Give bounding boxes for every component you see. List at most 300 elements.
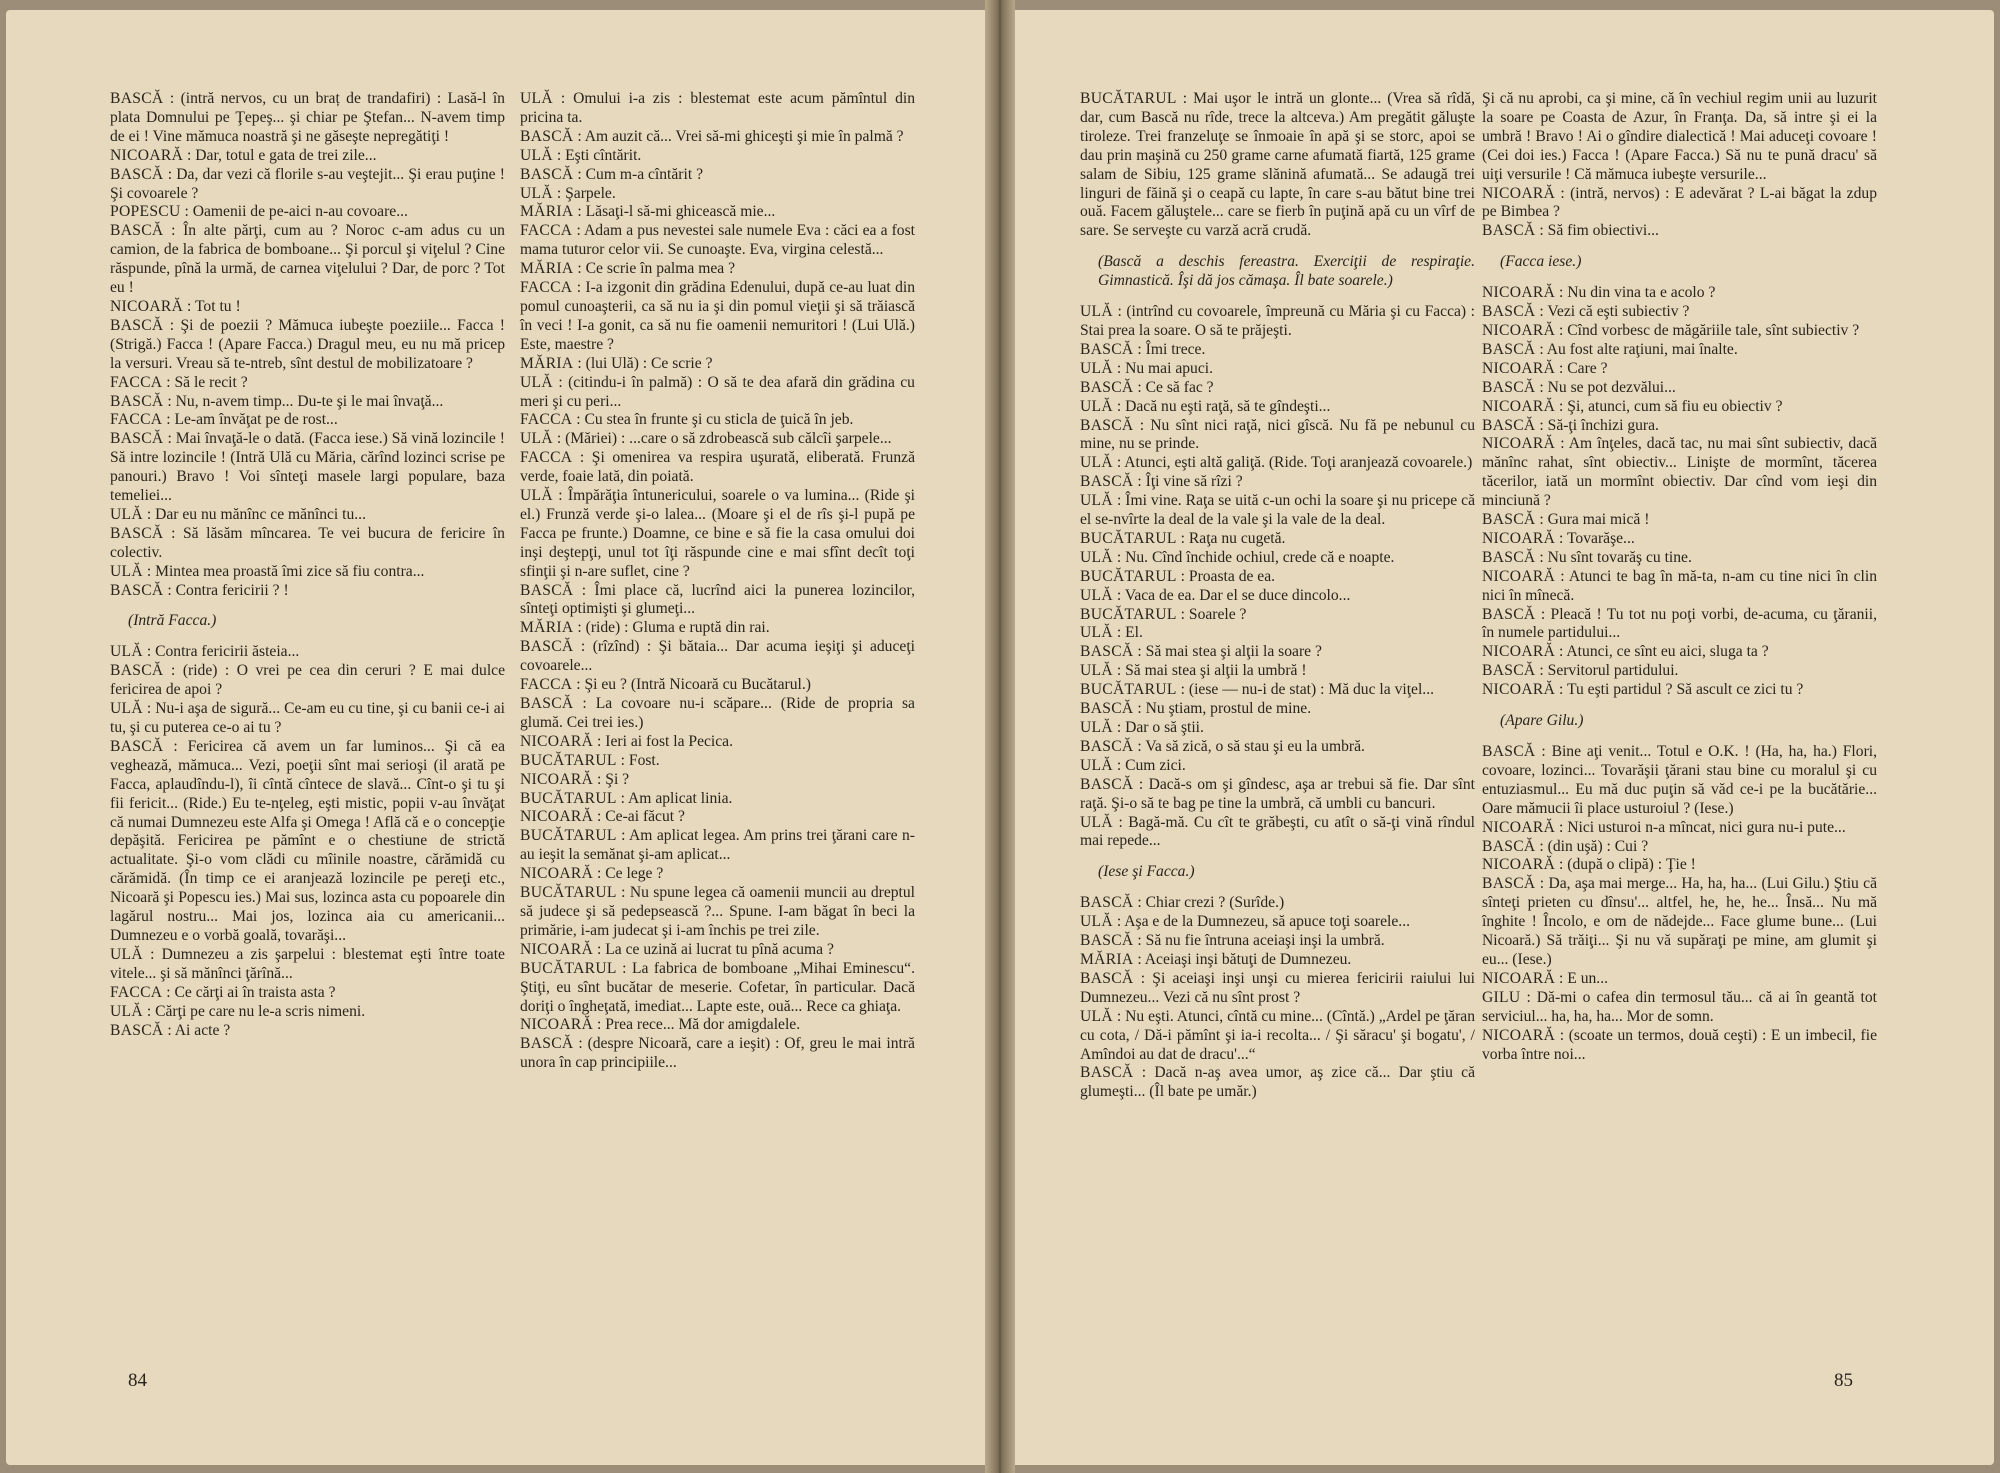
speaker-name: BUCĂTARUL (520, 959, 617, 977)
line-text: Îţi vine să rîzi ? (1145, 473, 1243, 491)
line-text: Dar eu nu mănînc ce mănînci tu... (155, 505, 366, 523)
dialogue-line: BUCĂTARUL : Am aplicat legea. Am prins trei ţărani care n-au ieşit la semănat şi-am aplicat... (520, 827, 915, 864)
speaker-name: NICOARĂ (1482, 969, 1556, 987)
line-text: Da, aşa mai merge... Ha, ha, ha... (Lui Gilu.) Ştiu că sînteţi prieten cu dînsu'... altfel, he, he, he... Însă... Nu mă înghite ! Încolo, e om de nădejde... Face glume bune... (Lui Nicoară.) Să trăiţi... Şi nu vă supăraţi pe mine, am glumit şi eu... (Iese.) (1482, 875, 1877, 968)
speaker-name: BASCĂ (520, 1035, 574, 1053)
dialogue-line: BASCĂ : La covoare nu-i scăpare... (Ride de propria sa glumă. Cei trei ies.) (520, 695, 915, 731)
line-text: Îmi place că, lucrînd aici la punerea lozincilor, sînteţi optimişti şi glumeţi... (520, 581, 915, 618)
line-text: Nu ştiam, prostul de mine. (1145, 700, 1312, 718)
line-text: Să lăsăm mîncarea. Te vei bucura de fericire în colectiv. (110, 524, 505, 561)
dialogue-line: BASCĂ : Contra fericirii ? ! (110, 581, 289, 599)
dialogue-line: ULĂ : (Măriei) : ...care o să zdrobească sub călcîi şarpele... (520, 430, 892, 448)
dialogue-line: BASCĂ : Au fost alte raţiuni, mai înalte. (1482, 340, 1738, 358)
line-text: Adam a pus nevestei sale numele Eva : căci ea a fost mama tuturor celor vii. Se cunoaşte. Eva, virgina celestă... (520, 222, 915, 259)
dialogue-line: ULĂ : Dumnezeu a zis şarpelui : blestemat eşti între toate vitele... şi să mănînci ţărînă... (110, 945, 505, 982)
speaker-name: BUCĂTARUL (1080, 529, 1177, 547)
dialogue-line: BASCĂ : Îmi trece. (1080, 340, 1206, 358)
speaker-name: GILU (1482, 988, 1521, 1006)
line-text: (Iese şi Facca.) (1098, 863, 1195, 881)
speaker-name: BASCĂ (1080, 643, 1134, 661)
line-text: Dacă-s om şi gîndesc, aşa ar trebui să fie. Dar sînt raţă. Şi-o să te bag pe tine la umbră, că umbli cu bancuri. (1080, 775, 1475, 812)
speaker-name: BASCĂ (110, 222, 164, 240)
speaker-name: BASCĂ (1080, 416, 1134, 434)
speaker-name: ULĂ (1080, 548, 1113, 566)
speaker-name: BASCĂ (1080, 932, 1134, 950)
speaker-name: BASCĂ (110, 90, 164, 107)
speaker-name: ULĂ (520, 487, 553, 505)
dialogue-line: ULĂ : Şarpele. (520, 184, 616, 202)
speaker-name: NICOARĂ (1482, 643, 1556, 661)
speaker-name: BASCĂ (1482, 511, 1536, 529)
line-text: Să le recit ? (174, 373, 248, 391)
line-text: Fost. (628, 751, 660, 769)
dialogue-line: ULĂ : Cum zici. (1080, 756, 1186, 774)
line-text: (Intră Facca.) (128, 612, 217, 630)
speaker-name: ULĂ (520, 90, 553, 107)
dialogue-line: ULĂ : Nu eşti. Atunci, cîntă cu mine... (Cîntă.) „Ardel pe ţăran cu cota, / Dă-i pămînt şi ia-i recolta... / Şi săracu' şi bogatu', / Amîndoi au dat de dracu'...“ (1080, 1007, 1475, 1063)
dialogue-line: BASCĂ : Nu, n-avem timp... Du-te şi le mai învaţă... (110, 392, 444, 410)
line-text: Oamenii de pe-aici n-au covoare... (192, 203, 408, 221)
dialogue-line: FACCA : Şi omenirea va respira uşurată, eliberată. Frunză verde, foaie lată, din poiată. (520, 449, 915, 486)
line-text: Pleacă ! Tu tot nu poţi vorbi, de-acuma, cu ţăranii, în numele partidului... (1482, 605, 1877, 642)
speaker-name: BUCĂTARUL (520, 751, 617, 769)
line-text: Şi, atunci, cum să fiu eu obiectiv ? (1567, 397, 1783, 415)
speaker-name: BASCĂ (110, 165, 164, 183)
page-right (1004, 10, 1994, 1465)
line-text: La covoare nu-i scăpare... (Ride de propria sa glumă. Cei trei ies.) (520, 695, 915, 731)
speaker-name: BUCĂTARUL (1080, 681, 1177, 699)
dialogue-line: ULĂ : Nu-i aşa de sigură... Ce-am eu cu tine, şi cu banii ce-i ai tu, şi cu puterea ce-o ai tu ? (110, 700, 505, 736)
speaker-name: BUCĂTARUL (1080, 90, 1177, 107)
dialogue-line: BUCĂTARUL : La fabrica de bomboane „Mihai Eminescu“. Ştiţi, eu sînt bucătar de meserie. Cofetar, în particular. Dacă doriţi o îngheţată, imediat... Lapte este, ouă... Rece ca ghiaţa. (520, 959, 915, 1015)
dialogue-line: NICOARĂ : Atunci te bag în mă-ta, n-am cu tine nici în clin nici în mînecă. (1482, 567, 1877, 604)
speaker-name: BASCĂ (110, 581, 164, 599)
line-text: (citindu-i în palmă) : O să te dea afară din grădina cu meri şi cu peri... (520, 373, 915, 410)
dialogue-line: BASCĂ : Da, aşa mai merge... Ha, ha, ha... (Lui Gilu.) Ştiu că sînteţi prieten cu dînsu'... altfel, he, he, he... Însă... Nu mă înghite ! Încolo, e om de nădejde... Face glume bune... (Lui Nicoară.) Să trăiţi... Şi nu vă supăraţi pe mine, am glumit şi eu... (Iese.) (1482, 875, 1877, 968)
dialogue-line: BASCĂ : Dacă-s om şi gîndesc, aşa ar trebui să fie. Dar sînt raţă. Şi-o să te bag pe tine la umbră, că umbli cu bancuri. (1080, 775, 1475, 812)
dialogue-line: NICOARĂ : Am înţeles, dacă tac, nu mai sînt subiectiv, dacă mănînc rahat, sînt obiectiv... Linişte de mormînt, tăcerea tăcerilor, iată un mormînt obiectiv. Dar cînd vom ieşi din minciună ? (1482, 435, 1877, 510)
dialogue-line: BASCĂ : Şi aceiaşi inşi unşi cu mierea fericirii raiului lui Dumnezeu... Vezi că nu sînt prost ? (1080, 969, 1475, 1006)
line-text: Ai acte ? (174, 1021, 231, 1039)
dialogue-line: BASCĂ : Bine aţi venit... Totul e O.K. ! (Ha, ha, ha.) Flori, covoare, lozinci... Tovarăşii ţărani stau bine cu moralul şi cu entuziasmul... Eu mă duc puţin să văd ce-i pe la bucătărie... Oare mămucii îi place usturoiul ? (Iese.) (1482, 743, 1877, 817)
stage-direction (1500, 253, 1877, 272)
dialogue-line: NICOARĂ : Atunci, ce sînt eu aici, sluga ta ? (1482, 643, 1769, 661)
dialogue-line: BASCĂ : Ce să fac ? (1080, 378, 1214, 396)
line-text: Mai învaţă-le o dată. (Facca iese.) Să vină lozincile ! Să intre lozincile ! (Intră Ulă cu Măria, cărînd lozinci scrise pe panouri.) Bravo ! Voi sînteţi masele largi populare, baza temeliei... (110, 430, 505, 505)
speaker-name: BASCĂ (1482, 378, 1536, 396)
speaker-name: BASCĂ (1482, 416, 1536, 434)
dialogue-line: NICOARĂ : Ce-ai făcut ? (520, 808, 685, 826)
line-text: Tu eşti partidul ? Să ascult ce zici tu ? (1567, 681, 1804, 699)
speaker-name: BASCĂ (110, 662, 164, 680)
speaker-name: BASCĂ (1482, 875, 1536, 893)
dialogue-line: BASCĂ : Va să zică, o să stau şi eu la umbră. (1080, 737, 1365, 755)
line-text: Prea rece... Mă dor amigdalele. (605, 1016, 801, 1034)
speaker-name: MĂRIA (520, 354, 574, 372)
book-gutter (985, 0, 1015, 1473)
speaker-name: BASCĂ (520, 127, 574, 145)
dialogue-line: NICOARĂ : (intră, nervos) : E adevărat ? L-ai băgat la zdup pe Bimbea ? (1482, 184, 1877, 221)
speaker-name: BASCĂ (1482, 222, 1536, 240)
line-text: Atunci, ce sînt eu aici, sluga ta ? (1566, 643, 1769, 661)
speaker-name: NICOARĂ (1482, 1026, 1556, 1044)
line-text: Ce cărţi ai în traista asta ? (174, 983, 336, 1001)
dialogue-line: ULĂ : Vaca de ea. Dar el se duce dincolo... (1080, 586, 1351, 604)
dialogue-line: BUCĂTARUL : Mai uşor le intră un glonte... (Vrea să rîdă, dar, cum Bască nu rîde, trece la altceva.) Am pregătit găluşte tiroleze. Trei franzeluţe se înmoaie în apă şi se storc, apoi se dau prin maşină cu 250 grame carne afumată fiartă, 125 grame salam de Sibiu, 125 grame slănină afumată... Se adaugă trei linguri de făină şi o ceapă cu lapte, în care s-au bătut bine trei ouă. Facem găluştele... care se fierb în puţină apă cu un vîrf de sare. Se serveşte cu varză acră crudă. (1080, 90, 1475, 240)
dialogue-line: BASCĂ : Îmi place că, lucrînd aici la punerea lozincilor, sînteţi optimişti şi glumeţi... (520, 581, 915, 618)
dialogue-line: BASCĂ : Să-ţi închizi gura. (1482, 416, 1659, 434)
line-text: Să mai stea şi alţii la soare ? (1145, 643, 1322, 661)
speaker-name: NICOARĂ (1482, 435, 1556, 453)
speaker-name: NICOARĂ (1482, 529, 1556, 547)
dialogue-line: BASCĂ : Gura mai mică ! (1482, 511, 1650, 529)
dialogue-line: ULĂ : El. (1080, 624, 1143, 642)
dialogue-line: ULĂ : Omului i-a zis : blestemat este acum pămîntul din pricina ta. (520, 90, 915, 126)
dialogue-line: BASCĂ : Să mai stea şi alţii la soare ? (1080, 643, 1322, 661)
line-text: Le-am învăţat pe de rost... (174, 411, 338, 429)
line-text: Dar o să ştii. (1125, 719, 1204, 736)
speaker-name: BASCĂ (1482, 340, 1536, 358)
speaker-name: BUCĂTARUL (1080, 567, 1177, 585)
line-text: (iese — nu-i de stat) : Mă duc la viţel... (1188, 681, 1434, 699)
speaker-name: NICOARĂ (520, 1016, 594, 1034)
speaker-name: BASCĂ (110, 1021, 164, 1039)
line-text: Nu, n-avem timp... Du-te şi le mai învaţă... (175, 392, 444, 410)
line-text: Şi omenirea va respira uşurată, eliberată. Frunză verde, foaie lată, din poiată. (520, 449, 915, 486)
speaker-name: NICOARĂ (110, 146, 184, 164)
speaker-name: ULĂ (1080, 719, 1113, 736)
line-text: Nici usturoi n-a mîncat, nici gura nu-i pute... (1567, 818, 1846, 836)
speaker-name: BUCĂTARUL (520, 884, 617, 902)
dialogue-line: FACCA : Le-am învăţat pe de rost... (110, 411, 338, 429)
dialogue-line: MĂRIA : (ride) : Gluma e ruptă din rai. (520, 619, 770, 637)
line-text: Gura mai mică ! (1547, 511, 1650, 529)
dialogue-line: BASCĂ : Servitorul partidului. (1482, 662, 1679, 680)
line-text: (intră, nervos) : E adevărat ? L-ai băgat la zdup pe Bimbea ? (1482, 184, 1877, 221)
dialogue-line: MĂRIA : Aceiaşi inşi bătuţi de Dumnezeu. (1080, 950, 1352, 968)
line-text: (ride) : Gluma e ruptă din rai. (585, 619, 770, 637)
dialogue-line: BASCĂ : În alte părţi, cum au ? Noroc c-am adus cu un camion, de la fabrica de bomboane... Şi porcul şi viţelul ? Cine răspunde, pînă la urmă, de carnea viţelului ? Dar, de porc ? Tot eu ! (110, 222, 505, 297)
line-text: Şi eu ? (Intră Nicoară cu Bucătarul.) (584, 676, 811, 694)
dialogue-line: BASCĂ : Ai acte ? (110, 1021, 231, 1039)
line-text: Fericirea că avem un far luminos... Şi că ea veghează, mămuca... Vezi, poeţii sînt mai serioşi (il arată pe Facca, aplaudîndu-l), îi cîntă cîntece de slavă... Cînt-o şi tu şi fii fericit... (Ride.) Eu te-nţeleg, eşti mistic, popii v-au învăţat că numai Dumnezeu este Alfa şi Omega ! Află că e o concepţie depăşită. Fericirea pe pămînt e o chestiune de strictă actualitate. Şi-o vom clădi cu mîinile noastre, cărămidă cu cărămidă. (În timp ce ei aranjează lozincile pe pereţi etc., Nicoară şi Popescu ies.) Mai sus, lozinca asta cu popoarele din lagărul nostru... Mai jos, lozinca aia cu americanii... Dumnezeu e o vorbă goală, tovarăşi... (110, 737, 505, 944)
stage-direction (128, 612, 505, 631)
line-text: Dă-mi o cafea din termosul tău... că ai în geantă tot serviciul... ha, ha, ha... Mor de somn. (1482, 988, 1877, 1025)
line-text: Bine aţi venit... Totul e O.K. ! (Ha, ha, ha.) Flori, covoare, lozinci... Tovarăşii ţărani stau bine cu moralul şi cu entuziasmul... Eu mă duc puţin să văd ce-i pe la bucătărie... Oare mămucii îi place usturoiul ? (Iese.) (1482, 743, 1877, 817)
page-left (6, 10, 992, 1465)
line-text: Mintea mea proastă îmi zice să fiu contra... (155, 562, 425, 580)
speaker-name: BASCĂ (1080, 473, 1134, 491)
dialogue-line: ULĂ : Împărăţia întunericului, soarele o va lumina... (Ride şi el.) Frunză verde şi-o lalea... (Moare şi el de rîs şi-l pupă pe Facca pe frunte.) Doamne, ce bine e să fie la casa omului doi inşi deştepţi, unul tot îţi răspunde cine e mai sfînt decît toţi sfinţii şi n-are suflet, cine ? (520, 487, 915, 580)
dialogue-line: NICOARĂ : Care ? (1482, 359, 1608, 377)
dialogue-line: BASCĂ : Cum m-a cîntărit ? (520, 165, 703, 183)
speaker-name: ULĂ (110, 505, 143, 523)
dialogue-line: FACCA : Cu stea în frunte şi cu sticla de ţuică în jeb. (520, 411, 854, 429)
dialogue-line: BASCĂ : Nu sînt tovarăş cu tine. (1482, 548, 1692, 566)
speaker-name: ULĂ (520, 430, 553, 448)
dialogue-line: ULĂ : (citindu-i în palmă) : O să te dea afară din grădina cu meri şi cu peri... (520, 373, 915, 410)
speaker-name: ULĂ (1080, 913, 1113, 931)
dialogue-line: BASCĂ : (despre Nicoară, care a ieşit) : Of, greu le mai intră unora în cap principiile... (520, 1035, 915, 1072)
dialogue-line: ULĂ : Mintea mea proastă îmi zice să fiu contra... (110, 562, 425, 580)
line-text: Va să zică, o să stau şi eu la umbră. (1145, 737, 1365, 755)
line-text: Să fim obiectivi... (1547, 222, 1659, 240)
speaker-name: ULĂ (1080, 1007, 1113, 1025)
line-text: Tovarăşe... (1567, 529, 1635, 547)
line-text: Da, dar vezi că florile s-au veştejit... Şi erau puţine ! Şi covoarele ? (110, 165, 505, 202)
dialogue-line: ULĂ : Contra fericirii ăsteia... (110, 643, 300, 661)
column-left-1 (110, 90, 505, 1040)
speaker-name: BUCĂTARUL (1080, 605, 1177, 623)
dialogue-line: ULĂ : Dacă nu eşti raţă, să te gîndeşti... (1080, 397, 1331, 415)
dialogue-line: ULĂ : Nu. Cînd închide ochiul, crede că e noapte. (1080, 548, 1395, 566)
speaker-name: BASCĂ (1482, 662, 1536, 680)
speaker-name: FACCA (110, 411, 163, 429)
line-text: Cum zici. (1125, 756, 1186, 774)
dialogue-line: NICOARĂ : Prea rece... Mă dor amigdalele. (520, 1016, 801, 1034)
dialogue-line: NICOARĂ : Nu din vina ta e acolo ? (1482, 284, 1716, 302)
dialogue-line: BASCĂ : Pleacă ! Tu tot nu poţi vorbi, de-acuma, cu ţăranii, în numele partidului... (1482, 605, 1877, 642)
line-text: Ieri ai fost la Pecica. (605, 732, 734, 750)
line-text: Mai uşor le intră un glonte... (Vrea să rîdă, dar, cum Bască nu rîde, trece la altceva.) Am pregătit găluşte tiroleze. Trei franzeluţe se înmoaie în apă şi se storc, apoi se dau prin maşină cu 250 grame carne afumată fiartă, 125 grame salam de Sibiu, 125 grame slănină afumată... Se adaugă trei linguri de făină şi o ceapă cu lapte, în care s-au bătut bine trei ouă. Facem găluştele... care se fierb în puţină apă cu un vîrf de sare. Se serveşte cu varză acră crudă. (1080, 90, 1475, 240)
stage-direction (1098, 863, 1475, 882)
dialogue-line: ULĂ : (intrînd cu covoarele, împreună cu Măria şi cu Facca) : Stai prea la soare. O să te prăjeşti. (1080, 303, 1475, 339)
speaker-name: NICOARĂ (520, 865, 594, 883)
speaker-name: BASCĂ (110, 392, 164, 410)
speaker-name: ULĂ (520, 146, 553, 164)
dialogue-line: BASCĂ : (ride) : O vrei pe cea din ceruri ? E mai dulce fericirea de apoi ? (110, 662, 505, 699)
speaker-name: NICOARĂ (520, 732, 594, 750)
line-text: Nu spune legea că oamenii muncii au dreptul să judece şi să pedepsească ?... Spune. I-am băgat în beci la primărie, i-am judecat şi i-am închis pe trei zile. (520, 884, 915, 939)
speaker-name: NICOARĂ (520, 770, 594, 788)
speaker-name: BASCĂ (1080, 775, 1134, 793)
speaker-name: NICOARĂ (1482, 567, 1556, 585)
dialogue-line: FACCA : Să le recit ? (110, 373, 248, 391)
speaker-name: BASCĂ (110, 316, 164, 334)
speaker-name: BASCĂ (110, 430, 164, 448)
line-text: Împărăţia întunericului, soarele o va lumina... (Ride şi el.) Frunză verde şi-o lalea... (Moare şi el de rîs şi-l pupă pe Facca pe frunte.) Doamne, ce bine e să fie la casa omului doi inşi deştepţi, unul tot îţi răspunde cine e mai sfînt decît toţi sfinţii şi n-are suflet, cine ? (520, 487, 915, 580)
dialogue-line: ULĂ : Îmi vine. Raţa se uită c-un ochi la soare şi nu pricepe că el se-nvîrte la deal de la vale şi la vale de la deal. (1080, 492, 1475, 529)
dialogue-line: POPESCU : Oamenii de pe-aici n-au covoare... (110, 203, 408, 221)
speaker-name: NICOARĂ (1482, 359, 1556, 377)
line-text: Să nu fie întruna aceiaşi inşi la umbră. (1145, 932, 1385, 950)
line-text: (din uşă) : Cui ? (1547, 837, 1649, 855)
line-text: Dar, totul e gata de trei zile... (195, 146, 377, 164)
line-text: Am aplicat legea. Am prins trei ţărani care n-au ieşit la semănat şi-am aplicat... (520, 827, 915, 864)
speaker-name: FACCA (110, 373, 163, 391)
line-text: Aşa e de la Dumnezeu, să apuce toţi soarele... (1124, 913, 1411, 931)
line-text: Dacă n-aş avea umor, aş zice că... Dar ştiu că glumeşti... (Îl bate pe umăr.) (1080, 1064, 1475, 1101)
line-text: Chiar crezi ? (Surîde.) (1145, 894, 1285, 912)
line-text: El. (1125, 624, 1143, 642)
dialogue-line: NICOARĂ : Tovarăşe... (1482, 529, 1635, 547)
dialogue-line: BASCĂ : Nu se pot dezvălui... (1482, 378, 1676, 396)
speaker-name: ULĂ (1080, 397, 1113, 415)
dialogue-line: NICOARĂ : Şi, atunci, cum să fiu eu obiectiv ? (1482, 397, 1783, 415)
speaker-name: NICOARĂ (1482, 856, 1556, 874)
dialogue-line: BASCĂ : Să lăsăm mîncarea. Te vei bucura de fericire în colectiv. (110, 524, 505, 561)
dialogue-line: NICOARĂ : (după o clipă) : Ţie ! (1482, 856, 1696, 874)
dialogue-line: MĂRIA : Lăsaţi-l să-mi ghicească mie... (520, 203, 776, 221)
speaker-name: ULĂ (1080, 813, 1113, 831)
speaker-name: NICOARĂ (1482, 184, 1556, 202)
dialogue-line: FACCA : Ce cărţi ai în traista asta ? (110, 983, 336, 1001)
dialogue-line: BASCĂ : Chiar crezi ? (Surîde.) (1080, 894, 1285, 912)
line-text: (după o clipă) : Ţie ! (1567, 856, 1696, 874)
line-text: (Bască a deschis fereastra. Exerciţii de respiraţie. Gimnastică. Îşi dă jos cămaşa. Îl bate soarele.) (1098, 253, 1475, 290)
column-right-1 (1080, 90, 1475, 1102)
dialogue-line: BASCĂ : Fericirea că avem un far luminos... Şi că ea veghează, mămuca... Vezi, poeţii sînt mai serioşi (il arată pe Facca, aplaudîndu-l), îi cîntă cîntece de slavă... Cînt-o şi tu şi fii fericit... (Ride.) Eu te-nţeleg, eşti mistic, popii v-au învăţat că numai Dumnezeu este Alfa şi Omega ! Află că e o concepţie depăşită. Fericirea pe pămînt e o chestiune de strictă actualitate. Şi-o vom clădi cu mîinile noastre, cărămidă cu cărămidă. (În timp ce ei aranjează lozincile pe pereţi etc., Nicoară şi Popescu ies.) Mai sus, lozinca asta cu popoarele din lagărul nostru... Mai jos, lozinca aia cu americanii... Dumnezeu e o vorbă goală, tovarăşi... (110, 737, 505, 944)
dialogue-line: BASCĂ : Şi de poezii ? Mămuca iubeşte poeziile... Facca ! (Strigă.) Facca ! (Apare Facca.) Dragul meu, eu nu mă pricep la versuri. Vreau să te-ntreb, sînt destul de mobilizatoare ? (110, 316, 505, 372)
line-text: Lăsaţi-l să-mi ghicească mie... (585, 203, 776, 221)
speaker-name: ULĂ (520, 373, 553, 391)
line-text: Cînd vorbesc de măgăriile tale, sînt subiectiv ? (1567, 321, 1860, 339)
dialogue-line: FACCA : Adam a pus nevestei sale numele Eva : căci ea a fost mama tuturor celor vii. Se cunoaşte. Eva, virgina celestă... (520, 222, 915, 259)
speaker-name: BASCĂ (1482, 303, 1536, 321)
dialogue-line: NICOARĂ : Tot tu ! (110, 297, 241, 315)
line-text: La ce uzină ai lucrat tu pînă acuma ? (605, 940, 834, 958)
line-text: (Măriei) : ...care o să zdrobească sub călcîi şarpele... (565, 430, 892, 448)
line-text: Nu eşti. Atunci, cîntă cu mine... (Cîntă.) „Ardel pe ţăran cu cota, / Dă-i pămînt şi ia-i recolta... / Şi săracu' şi bogatu', / Amîndoi au dat de dracu'...“ (1080, 1007, 1475, 1063)
line-text: (lui Ulă) : Ce scrie ? (585, 354, 713, 372)
line-text: Ce scrie în palma mea ? (585, 260, 735, 278)
line-text: În alte părţi, cum au ? Noroc c-am adus cu un camion, de la fabrica de bomboane... Şi porcul şi viţelul ? Cine răspunde, pînă la urmă, de carnea viţelului ? Dar, de porc ? Tot eu ! (110, 222, 505, 297)
line-text: (intrînd cu covoarele, împreună cu Măria şi cu Facca) : Stai prea la soare. O să te prăjeşti. (1080, 303, 1475, 339)
speaker-name: BASCĂ (1482, 837, 1536, 855)
speaker-name: BASCĂ (520, 581, 574, 599)
speaker-name: BUCĂTARUL (520, 827, 617, 845)
line-text: Să mai stea şi alţii la umbră ! (1125, 662, 1307, 680)
speaker-name: BASCĂ (520, 695, 574, 712)
line-text: Eşti cîntărit. (565, 146, 642, 164)
line-text: Contra fericirii ? ! (175, 581, 289, 599)
dialogue-line: BASCĂ : (din uşă) : Cui ? (1482, 837, 1649, 855)
dialogue-line: BASCĂ : Da, dar vezi că florile s-au veştejit... Şi erau puţine ! Şi covoarele ? (110, 165, 505, 202)
speaker-name: NICOARĂ (1482, 284, 1556, 302)
line-text: Vezi că eşti subiectiv ? (1547, 303, 1690, 321)
line-text: Nu din vina ta e acolo ? (1567, 284, 1716, 302)
speaker-name: NICOARĂ (1482, 397, 1556, 415)
line-text: E un... (1567, 969, 1608, 987)
line-text: Şi de poezii ? Mămuca iubeşte poeziile... Facca ! (Strigă.) Facca ! (Apare Facca.) Dragul meu, eu nu mă pricep la versuri. Vreau să te-ntreb, sînt destul de mobilizatoare ? (110, 316, 505, 372)
speaker-name: FACCA (520, 222, 573, 240)
speaker-name: ULĂ (110, 945, 143, 963)
dialogue-line: BUCĂTARUL : Soarele ? (1080, 605, 1247, 623)
dialogue-line: ULĂ : Dar o să ştii. (1080, 719, 1204, 736)
line-text: Ce lege ? (605, 865, 664, 883)
speaker-name: BASCĂ (1482, 605, 1536, 623)
speaker-name: ULĂ (1080, 454, 1113, 472)
speaker-name: BASCĂ (520, 638, 574, 656)
line-text: Să-ţi închizi gura. (1547, 416, 1659, 434)
speaker-name: ULĂ (110, 562, 143, 580)
dialogue-line: BUCĂTARUL : Proasta de ea. (1080, 567, 1276, 585)
dialogue-line: NICOARĂ : Dar, totul e gata de trei zile... (110, 146, 377, 164)
line-text: Şarpele. (565, 184, 616, 202)
dialogue-line: BUCĂTARUL : Nu spune legea că oamenii muncii au dreptul să judece şi să pedepsească ?... Spune. I-am băgat în beci la primărie, i-am judecat şi i-am închis pe trei zile. (520, 884, 915, 939)
speaker-name: ULĂ (1080, 756, 1113, 774)
dialogue-line: BUCĂTARUL : Fost. (520, 751, 660, 769)
line-text: Cărţi pe care nu le-a scris nimeni. (155, 1002, 366, 1020)
speaker-name: ULĂ (110, 700, 143, 718)
line-text: Vaca de ea. Dar el se duce dincolo... (1124, 586, 1351, 604)
line-text: Cum m-a cîntărit ? (585, 165, 703, 183)
speaker-name: BASCĂ (1080, 700, 1134, 718)
dialogue-line: BUCĂTARUL : Raţa nu cugetă. (1080, 529, 1286, 547)
dialogue-line: NICOARĂ : Nici usturoi n-a mîncat, nici gura nu-i pute... (1482, 818, 1846, 836)
speaker-name: BASCĂ (520, 165, 574, 183)
speaker-name: ULĂ (1080, 624, 1113, 642)
speaker-name: BASCĂ (1080, 969, 1134, 987)
speaker-name: FACCA (520, 676, 573, 694)
line-text: Şi ? (605, 770, 630, 788)
dialogue-line: NICOARĂ : La ce uzină ai lucrat tu pînă acuma ? (520, 940, 834, 958)
dialogue-line: BUCĂTARUL : (iese — nu-i de stat) : Mă duc la viţel... (1080, 681, 1434, 699)
line-text: (intră nervos, cu un braț de trandafiri) : Lasă-l în plata Domnului pe Ţepeş... şi chiar pe Ştefan... N-avem timp de ei ! Vine mămuca noastră şi ne găseşte nepregătiţi ! (110, 90, 505, 145)
dialogue-line: ULĂ : Atunci, eşti altă galiţă. (Ride. Toţi aranjează covoarele.) (1080, 454, 1473, 472)
line-text: (despre Nicoară, care a ieşit) : Of, greu le mai intră unora în cap principiile... (520, 1035, 915, 1072)
stage-direction (1500, 712, 1877, 731)
line-text: Nu se pot dezvălui... (1547, 378, 1676, 396)
speaker-name: BASCĂ (1080, 737, 1134, 755)
speaker-name: MĂRIA (520, 260, 574, 278)
speaker-name: NICOARĂ (520, 808, 594, 826)
line-text: I-a izgonit din grădina Edenului, după ce-au luat din pomul cunoaşterii, ca să nu ia şi din pomul vieţii şi să trăiască în veci ! I-a gonit, ca să nu fie oamenii nemuritori ! (Lui Ulă.) Este, maestre ? (520, 279, 915, 353)
line-text: (ride) : O vrei pe cea din ceruri ? E mai dulce fericirea de apoi ? (110, 662, 505, 699)
line-text: (scoate un termos, două ceşti) : E un imbecil, fie vorba între noi... (1482, 1026, 1877, 1063)
speaker-name: BASCĂ (1080, 340, 1134, 358)
speaker-name: MĂRIA (520, 203, 574, 221)
dialogue-line: NICOARĂ : Şi ? (520, 770, 630, 788)
dialogue-line: NICOARĂ : (scoate un termos, două ceşti) : E un imbecil, fie vorba între noi... (1482, 1026, 1877, 1063)
speaker-name: FACCA (110, 983, 163, 1001)
speaker-name: BASCĂ (110, 737, 164, 755)
dialogue-line: BASCĂ : (intră nervos, cu un braț de trandafiri) : Lasă-l în plata Domnului pe Ţepeş... şi chiar pe Ştefan... N-avem timp de ei ! Vine mămuca noastră şi ne găseşte nepregătiţi ! (110, 90, 505, 145)
line-text: Cu stea în frunte şi cu sticla de ţuică în jeb. (584, 411, 854, 429)
dialogue-line: BASCĂ : Am auzit că... Vrei să-mi ghiceşti şi mie în palmă ? (520, 127, 904, 145)
line-text: Nu sînt tovarăş cu tine. (1547, 548, 1692, 566)
line-text: Proasta de ea. (1188, 567, 1276, 585)
line-text: Bagă-mă. Cu cît te grăbeşti, cu atît o să-ţi vină rîndul mai repede... (1080, 813, 1475, 850)
dialogue-line: NICOARĂ : Ce lege ? (520, 865, 664, 883)
speaker-name: ULĂ (110, 643, 143, 661)
dialogue-line: BASCĂ : Îţi vine să rîzi ? (1080, 473, 1243, 491)
dialogue-line: BASCĂ : Să nu fie întruna aceiaşi inşi la umbră. (1080, 932, 1385, 950)
dialogue-line: ULĂ : Eşti cîntărit. (520, 146, 642, 164)
line-text: Servitorul partidului. (1547, 662, 1679, 680)
line-text: Tot tu ! (195, 297, 241, 315)
dialogue-line: BUCĂTARUL : Am aplicat linia. (520, 789, 733, 807)
speaker-name: NICOARĂ (520, 940, 594, 958)
line-text: Nu mai apuci. (1125, 359, 1213, 377)
speaker-name: FACCA (520, 279, 573, 297)
dialogue-line (1482, 90, 1877, 185)
line-text: Omului i-a zis : blestemat este acum pămîntul din pricina ta. (520, 90, 915, 126)
line-text: (Apare Gilu.) (1500, 712, 1584, 730)
line-text: Ce-ai făcut ? (605, 808, 685, 826)
speaker-name: BASCĂ (1080, 378, 1134, 396)
dialogue-line: BASCĂ : Mai învaţă-le o dată. (Facca iese.) Să vină lozincile ! Să intre lozincile ! (Intră Ulă cu Măria, cărînd lozinci scrise pe panouri.) Bravo ! Voi sînteţi masele largi populare, baza temeliei... (110, 430, 505, 505)
speaker-name: ULĂ (1080, 303, 1113, 321)
speaker-name: MĂRIA (520, 619, 574, 637)
column-right-2 (1482, 90, 1877, 1064)
dialogue-line: NICOARĂ : Cînd vorbesc de măgăriile tale, sînt subiectiv ? (1482, 321, 1860, 339)
line-text: Raţa nu cugetă. (1188, 529, 1286, 547)
speaker-name: ULĂ (1080, 586, 1113, 604)
line-text: Am înţeles, dacă tac, nu mai sînt subiectiv, dacă mănînc rahat, sînt obiectiv... Linişte de mormînt, tăcerea tăcerilor, iată un mormînt obiectiv. Dar cînd vom ieşi din minciună ? (1482, 435, 1877, 510)
speaker-name: BASCĂ (1080, 894, 1134, 912)
dialogue-line: MĂRIA : Ce scrie în palma mea ? (520, 260, 735, 278)
